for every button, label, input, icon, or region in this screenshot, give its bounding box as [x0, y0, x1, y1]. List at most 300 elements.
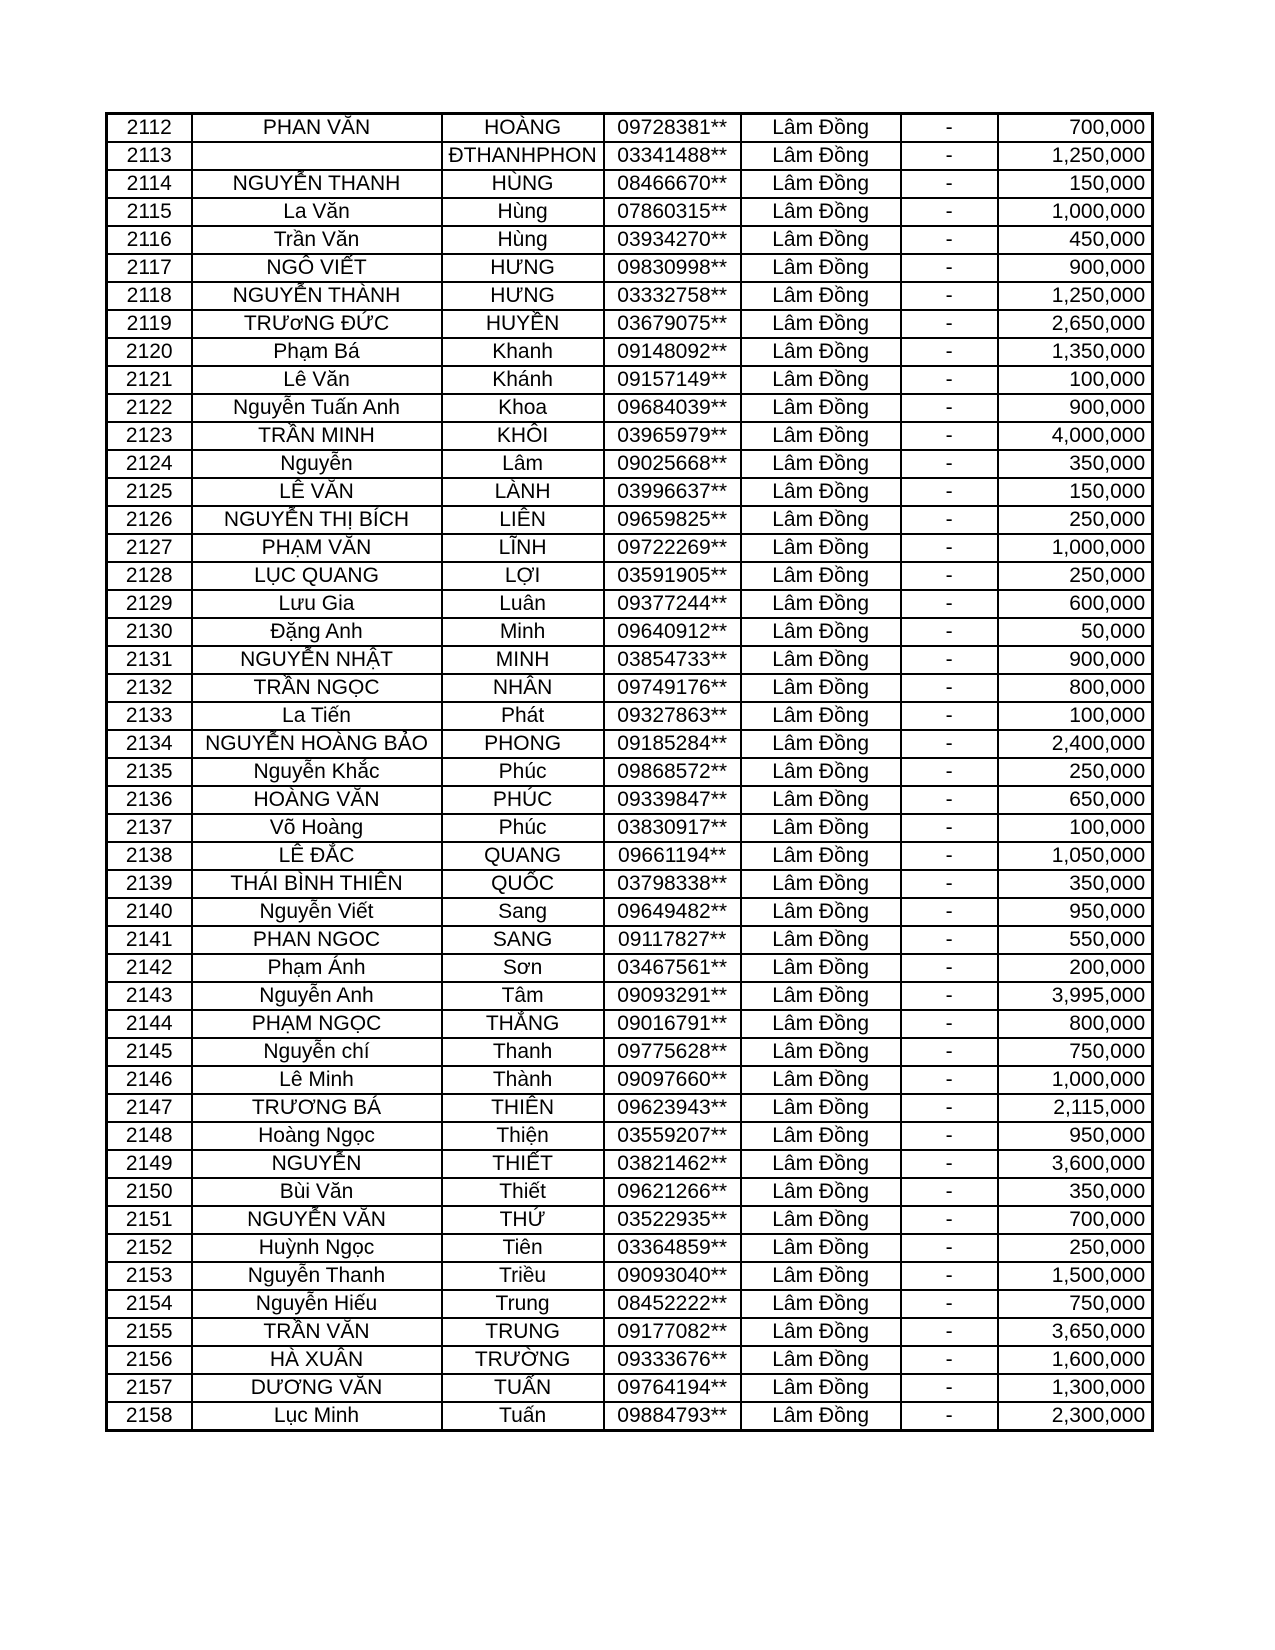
- row-number-cell: 2129: [107, 590, 192, 618]
- first-name-cell: Tuấn: [442, 1402, 604, 1431]
- amount-cell: 250,000: [998, 506, 1153, 534]
- note-dash-cell: -: [901, 730, 998, 758]
- province-cell: Lâm Đồng: [741, 1178, 901, 1206]
- first-name-cell: Trung: [442, 1290, 604, 1318]
- first-name-cell: Luân: [442, 590, 604, 618]
- table-row: [107, 1094, 1153, 1122]
- amount-cell: 1,600,000: [998, 1346, 1153, 1374]
- province-cell: Lâm Đồng: [741, 730, 901, 758]
- phone-number-cell: 09661194**: [604, 842, 741, 870]
- last-middle-name-cell: TRẦN NGỌC: [192, 674, 442, 702]
- note-dash-cell: -: [901, 1066, 998, 1094]
- first-name-cell: Khoa: [442, 394, 604, 422]
- amount-cell: 3,650,000: [998, 1318, 1153, 1346]
- table-row: [107, 674, 1153, 702]
- province-cell: Lâm Đồng: [741, 170, 901, 198]
- row-number-cell: 2141: [107, 926, 192, 954]
- last-middle-name-cell: Nguyễn Viết: [192, 898, 442, 926]
- province-cell: Lâm Đồng: [741, 1122, 901, 1150]
- amount-cell: 2,115,000: [998, 1094, 1153, 1122]
- phone-number-cell: 03965979**: [604, 422, 741, 450]
- phone-number-cell: 09177082**: [604, 1318, 741, 1346]
- last-middle-name-cell: Võ Hoàng: [192, 814, 442, 842]
- note-dash-cell: -: [901, 786, 998, 814]
- first-name-cell: Phát: [442, 702, 604, 730]
- province-cell: Lâm Đồng: [741, 1206, 901, 1234]
- note-dash-cell: -: [901, 282, 998, 310]
- last-middle-name-cell: Nguyễn Hiếu: [192, 1290, 442, 1318]
- province-cell: Lâm Đồng: [741, 926, 901, 954]
- row-number-cell: 2155: [107, 1318, 192, 1346]
- phone-number-cell: 09148092**: [604, 338, 741, 366]
- last-middle-name-cell: Phạm Bá: [192, 338, 442, 366]
- first-name-cell: Khánh: [442, 366, 604, 394]
- last-middle-name-cell: NGÔ VIẾT: [192, 254, 442, 282]
- note-dash-cell: -: [901, 674, 998, 702]
- row-number-cell: 2153: [107, 1262, 192, 1290]
- last-middle-name-cell: NGUYỄN: [192, 1150, 442, 1178]
- province-cell: Lâm Đồng: [741, 1346, 901, 1374]
- note-dash-cell: -: [901, 338, 998, 366]
- amount-cell: 250,000: [998, 1234, 1153, 1262]
- table-row: [107, 478, 1153, 506]
- row-number-cell: 2144: [107, 1010, 192, 1038]
- last-middle-name-cell: TRẦN VĂN: [192, 1318, 442, 1346]
- first-name-cell: LĨNH: [442, 534, 604, 562]
- note-dash-cell: -: [901, 142, 998, 170]
- last-middle-name-cell: Nguyễn: [192, 450, 442, 478]
- row-number-cell: 2133: [107, 702, 192, 730]
- table-row: [107, 1234, 1153, 1262]
- first-name-cell: Thành: [442, 1066, 604, 1094]
- note-dash-cell: -: [901, 254, 998, 282]
- donor-table-body: [107, 114, 1153, 1431]
- last-middle-name-cell: NGUYỄN THỊ BÍCH: [192, 506, 442, 534]
- table-row: [107, 1010, 1153, 1038]
- note-dash-cell: -: [901, 394, 998, 422]
- last-middle-name-cell: Lục Minh: [192, 1402, 442, 1431]
- province-cell: Lâm Đồng: [741, 254, 901, 282]
- table-row: [107, 870, 1153, 898]
- first-name-cell: Triều: [442, 1262, 604, 1290]
- province-cell: Lâm Đồng: [741, 1402, 901, 1431]
- table-row: [107, 1178, 1153, 1206]
- note-dash-cell: -: [901, 422, 998, 450]
- province-cell: Lâm Đồng: [741, 954, 901, 982]
- last-middle-name-cell: La Tiến: [192, 702, 442, 730]
- first-name-cell: KHÔI: [442, 422, 604, 450]
- amount-cell: 100,000: [998, 814, 1153, 842]
- table-row: [107, 926, 1153, 954]
- last-middle-name-cell: PHAN NGOC: [192, 926, 442, 954]
- last-middle-name-cell: HÀ XUÂN: [192, 1346, 442, 1374]
- first-name-cell: Sơn: [442, 954, 604, 982]
- province-cell: Lâm Đồng: [741, 842, 901, 870]
- phone-number-cell: 09333676**: [604, 1346, 741, 1374]
- amount-cell: 750,000: [998, 1038, 1153, 1066]
- table-row: [107, 422, 1153, 450]
- row-number-cell: 2139: [107, 870, 192, 898]
- last-middle-name-cell: NGUYỄN NHẬT: [192, 646, 442, 674]
- amount-cell: 1,250,000: [998, 142, 1153, 170]
- table-row: [107, 562, 1153, 590]
- province-cell: Lâm Đồng: [741, 1234, 901, 1262]
- phone-number-cell: 09722269**: [604, 534, 741, 562]
- table-row: [107, 366, 1153, 394]
- row-number-cell: 2119: [107, 310, 192, 338]
- phone-number-cell: 03332758**: [604, 282, 741, 310]
- first-name-cell: LỢI: [442, 562, 604, 590]
- note-dash-cell: -: [901, 226, 998, 254]
- province-cell: Lâm Đồng: [741, 198, 901, 226]
- table-row: [107, 450, 1153, 478]
- table-row: [107, 702, 1153, 730]
- last-middle-name-cell: Nguyễn chí: [192, 1038, 442, 1066]
- note-dash-cell: -: [901, 702, 998, 730]
- table-row: [107, 842, 1153, 870]
- province-cell: Lâm Đồng: [741, 1150, 901, 1178]
- amount-cell: 900,000: [998, 254, 1153, 282]
- province-cell: Lâm Đồng: [741, 870, 901, 898]
- note-dash-cell: -: [901, 1150, 998, 1178]
- phone-number-cell: 09621266**: [604, 1178, 741, 1206]
- phone-number-cell: 03679075**: [604, 310, 741, 338]
- table-row: [107, 226, 1153, 254]
- first-name-cell: Phúc: [442, 758, 604, 786]
- first-name-cell: Tiên: [442, 1234, 604, 1262]
- province-cell: Lâm Đồng: [741, 478, 901, 506]
- row-number-cell: 2117: [107, 254, 192, 282]
- last-middle-name-cell: NGUYỄN VĂN: [192, 1206, 442, 1234]
- amount-cell: 100,000: [998, 702, 1153, 730]
- province-cell: Lâm Đồng: [741, 1262, 901, 1290]
- row-number-cell: 2116: [107, 226, 192, 254]
- province-cell: Lâm Đồng: [741, 534, 901, 562]
- table-row: [107, 814, 1153, 842]
- province-cell: Lâm Đồng: [741, 282, 901, 310]
- last-middle-name-cell: Nguyễn Anh: [192, 982, 442, 1010]
- phone-number-cell: 09016791**: [604, 1010, 741, 1038]
- phone-number-cell: 09327863**: [604, 702, 741, 730]
- phone-number-cell: 09377244**: [604, 590, 741, 618]
- row-number-cell: 2136: [107, 786, 192, 814]
- last-middle-name-cell: THÁI BÌNH THIÊN: [192, 870, 442, 898]
- row-number-cell: 2120: [107, 338, 192, 366]
- phone-number-cell: 03364859**: [604, 1234, 741, 1262]
- phone-number-cell: 03522935**: [604, 1206, 741, 1234]
- row-number-cell: 2152: [107, 1234, 192, 1262]
- first-name-cell: PHÚC: [442, 786, 604, 814]
- first-name-cell: SANG: [442, 926, 604, 954]
- phone-number-cell: 09117827**: [604, 926, 741, 954]
- note-dash-cell: -: [901, 1262, 998, 1290]
- last-middle-name-cell: Nguyễn Tuấn Anh: [192, 394, 442, 422]
- phone-number-cell: 09764194**: [604, 1374, 741, 1402]
- first-name-cell: PHONG: [442, 730, 604, 758]
- last-middle-name-cell: [192, 142, 442, 170]
- province-cell: Lâm Đồng: [741, 226, 901, 254]
- note-dash-cell: -: [901, 114, 998, 143]
- note-dash-cell: -: [901, 534, 998, 562]
- table-row: [107, 1318, 1153, 1346]
- table-row: [107, 1262, 1153, 1290]
- amount-cell: 750,000: [998, 1290, 1153, 1318]
- row-number-cell: 2147: [107, 1094, 192, 1122]
- last-middle-name-cell: TRẦN MINH: [192, 422, 442, 450]
- first-name-cell: MINH: [442, 646, 604, 674]
- table-row: [107, 786, 1153, 814]
- amount-cell: 250,000: [998, 758, 1153, 786]
- province-cell: Lâm Đồng: [741, 814, 901, 842]
- row-number-cell: 2151: [107, 1206, 192, 1234]
- row-number-cell: 2114: [107, 170, 192, 198]
- row-number-cell: 2131: [107, 646, 192, 674]
- amount-cell: 450,000: [998, 226, 1153, 254]
- row-number-cell: 2140: [107, 898, 192, 926]
- table-row: [107, 506, 1153, 534]
- first-name-cell: QUANG: [442, 842, 604, 870]
- last-middle-name-cell: La Văn: [192, 198, 442, 226]
- province-cell: Lâm Đồng: [741, 1290, 901, 1318]
- first-name-cell: Khanh: [442, 338, 604, 366]
- first-name-cell: Phúc: [442, 814, 604, 842]
- first-name-cell: THIẾT: [442, 1150, 604, 1178]
- first-name-cell: HƯNG: [442, 254, 604, 282]
- phone-number-cell: 09097660**: [604, 1066, 741, 1094]
- amount-cell: 4,000,000: [998, 422, 1153, 450]
- phone-number-cell: 09640912**: [604, 618, 741, 646]
- note-dash-cell: -: [901, 870, 998, 898]
- row-number-cell: 2134: [107, 730, 192, 758]
- note-dash-cell: -: [901, 562, 998, 590]
- amount-cell: 950,000: [998, 898, 1153, 926]
- first-name-cell: HUYỀN: [442, 310, 604, 338]
- first-name-cell: Minh: [442, 618, 604, 646]
- table-row: [107, 1402, 1153, 1431]
- amount-cell: 1,350,000: [998, 338, 1153, 366]
- row-number-cell: 2128: [107, 562, 192, 590]
- row-number-cell: 2149: [107, 1150, 192, 1178]
- table-row: [107, 646, 1153, 674]
- note-dash-cell: -: [901, 1346, 998, 1374]
- first-name-cell: Hùng: [442, 198, 604, 226]
- amount-cell: 600,000: [998, 590, 1153, 618]
- table-row: [107, 282, 1153, 310]
- amount-cell: 1,000,000: [998, 1066, 1153, 1094]
- first-name-cell: Hùng: [442, 226, 604, 254]
- amount-cell: 700,000: [998, 1206, 1153, 1234]
- province-cell: Lâm Đồng: [741, 338, 901, 366]
- amount-cell: 800,000: [998, 674, 1153, 702]
- first-name-cell: HOÀNG: [442, 114, 604, 143]
- row-number-cell: 2113: [107, 142, 192, 170]
- amount-cell: 2,300,000: [998, 1402, 1153, 1431]
- amount-cell: 50,000: [998, 618, 1153, 646]
- row-number-cell: 2112: [107, 114, 192, 143]
- last-middle-name-cell: NGUYỄN THÀNH: [192, 282, 442, 310]
- phone-number-cell: 03591905**: [604, 562, 741, 590]
- first-name-cell: LIÊN: [442, 506, 604, 534]
- table-row: [107, 1374, 1153, 1402]
- amount-cell: 700,000: [998, 114, 1153, 143]
- first-name-cell: LÀNH: [442, 478, 604, 506]
- province-cell: Lâm Đồng: [741, 982, 901, 1010]
- phone-number-cell: 09728381**: [604, 114, 741, 143]
- table-row: [107, 1066, 1153, 1094]
- row-number-cell: 2121: [107, 366, 192, 394]
- row-number-cell: 2137: [107, 814, 192, 842]
- note-dash-cell: -: [901, 814, 998, 842]
- province-cell: Lâm Đồng: [741, 1318, 901, 1346]
- phone-number-cell: 03341488**: [604, 142, 741, 170]
- last-middle-name-cell: Hoàng Ngọc: [192, 1122, 442, 1150]
- first-name-cell: Lâm: [442, 450, 604, 478]
- phone-number-cell: 03821462**: [604, 1150, 741, 1178]
- phone-number-cell: 09749176**: [604, 674, 741, 702]
- province-cell: Lâm Đồng: [741, 366, 901, 394]
- row-number-cell: 2124: [107, 450, 192, 478]
- first-name-cell: Thiết: [442, 1178, 604, 1206]
- table-row: [107, 1150, 1153, 1178]
- last-middle-name-cell: LỤC QUANG: [192, 562, 442, 590]
- first-name-cell: TUẤN: [442, 1374, 604, 1402]
- phone-number-cell: 09775628**: [604, 1038, 741, 1066]
- note-dash-cell: -: [901, 590, 998, 618]
- row-number-cell: 2146: [107, 1066, 192, 1094]
- note-dash-cell: -: [901, 1402, 998, 1431]
- row-number-cell: 2126: [107, 506, 192, 534]
- last-middle-name-cell: Bùi Văn: [192, 1178, 442, 1206]
- table-row: [107, 534, 1153, 562]
- last-middle-name-cell: PHAN VĂN: [192, 114, 442, 143]
- row-number-cell: 2145: [107, 1038, 192, 1066]
- row-number-cell: 2154: [107, 1290, 192, 1318]
- last-middle-name-cell: Trần Văn: [192, 226, 442, 254]
- phone-number-cell: 09868572**: [604, 758, 741, 786]
- province-cell: Lâm Đồng: [741, 114, 901, 143]
- row-number-cell: 2123: [107, 422, 192, 450]
- amount-cell: 950,000: [998, 1122, 1153, 1150]
- first-name-cell: HƯNG: [442, 282, 604, 310]
- amount-cell: 350,000: [998, 1178, 1153, 1206]
- note-dash-cell: -: [901, 170, 998, 198]
- first-name-cell: NHÂN: [442, 674, 604, 702]
- table-row: [107, 254, 1153, 282]
- first-name-cell: HÙNG: [442, 170, 604, 198]
- last-middle-name-cell: TRƯƠNG BÁ: [192, 1094, 442, 1122]
- province-cell: Lâm Đồng: [741, 1066, 901, 1094]
- amount-cell: 1,500,000: [998, 1262, 1153, 1290]
- table-row: [107, 1346, 1153, 1374]
- amount-cell: 1,250,000: [998, 282, 1153, 310]
- note-dash-cell: -: [901, 954, 998, 982]
- amount-cell: 2,650,000: [998, 310, 1153, 338]
- amount-cell: 3,995,000: [998, 982, 1153, 1010]
- province-cell: Lâm Đồng: [741, 506, 901, 534]
- phone-number-cell: 09830998**: [604, 254, 741, 282]
- table-row: [107, 730, 1153, 758]
- phone-number-cell: 08466670**: [604, 170, 741, 198]
- row-number-cell: 2130: [107, 618, 192, 646]
- last-middle-name-cell: Nguyễn Thanh: [192, 1262, 442, 1290]
- row-number-cell: 2122: [107, 394, 192, 422]
- amount-cell: 1,000,000: [998, 534, 1153, 562]
- amount-cell: 1,300,000: [998, 1374, 1153, 1402]
- amount-cell: 550,000: [998, 926, 1153, 954]
- last-middle-name-cell: NGUYỄN THANH: [192, 170, 442, 198]
- row-number-cell: 2150: [107, 1178, 192, 1206]
- phone-number-cell: 09093040**: [604, 1262, 741, 1290]
- last-middle-name-cell: TRƯơNG ĐỨC: [192, 310, 442, 338]
- province-cell: Lâm Đồng: [741, 646, 901, 674]
- amount-cell: 2,400,000: [998, 730, 1153, 758]
- amount-cell: 250,000: [998, 562, 1153, 590]
- table-row: [107, 142, 1153, 170]
- phone-number-cell: 03934270**: [604, 226, 741, 254]
- first-name-cell: Tâm: [442, 982, 604, 1010]
- table-row: [107, 310, 1153, 338]
- amount-cell: 350,000: [998, 450, 1153, 478]
- table-row: [107, 114, 1153, 143]
- phone-number-cell: 03798338**: [604, 870, 741, 898]
- note-dash-cell: -: [901, 198, 998, 226]
- amount-cell: 1,000,000: [998, 198, 1153, 226]
- first-name-cell: THIÊN: [442, 1094, 604, 1122]
- table-row: [107, 590, 1153, 618]
- amount-cell: 900,000: [998, 646, 1153, 674]
- note-dash-cell: -: [901, 1234, 998, 1262]
- phone-number-cell: 09157149**: [604, 366, 741, 394]
- table-row: [107, 198, 1153, 226]
- row-number-cell: 2115: [107, 198, 192, 226]
- phone-number-cell: 09339847**: [604, 786, 741, 814]
- phone-number-cell: 08452222**: [604, 1290, 741, 1318]
- first-name-cell: Thiện: [442, 1122, 604, 1150]
- note-dash-cell: -: [901, 646, 998, 674]
- last-middle-name-cell: DƯƠNG VĂN: [192, 1374, 442, 1402]
- amount-cell: 1,050,000: [998, 842, 1153, 870]
- row-number-cell: 2156: [107, 1346, 192, 1374]
- first-name-cell: THỨ: [442, 1206, 604, 1234]
- amount-cell: 800,000: [998, 1010, 1153, 1038]
- province-cell: Lâm Đồng: [741, 142, 901, 170]
- phone-number-cell: 09659825**: [604, 506, 741, 534]
- note-dash-cell: -: [901, 618, 998, 646]
- first-name-cell: Thanh: [442, 1038, 604, 1066]
- note-dash-cell: -: [901, 898, 998, 926]
- note-dash-cell: -: [901, 1290, 998, 1318]
- note-dash-cell: -: [901, 1374, 998, 1402]
- note-dash-cell: -: [901, 310, 998, 338]
- table-row: [107, 394, 1153, 422]
- last-middle-name-cell: Lê Minh: [192, 1066, 442, 1094]
- note-dash-cell: -: [901, 1094, 998, 1122]
- table-row: [107, 982, 1153, 1010]
- table-row: [107, 338, 1153, 366]
- note-dash-cell: -: [901, 926, 998, 954]
- first-name-cell: Sang: [442, 898, 604, 926]
- note-dash-cell: -: [901, 758, 998, 786]
- table-row: [107, 1206, 1153, 1234]
- row-number-cell: 2148: [107, 1122, 192, 1150]
- note-dash-cell: -: [901, 478, 998, 506]
- province-cell: Lâm Đồng: [741, 310, 901, 338]
- last-middle-name-cell: PHẠM VĂN: [192, 534, 442, 562]
- donor-table: [105, 112, 1154, 1432]
- phone-number-cell: 09185284**: [604, 730, 741, 758]
- first-name-cell: TRƯỜNG: [442, 1346, 604, 1374]
- province-cell: Lâm Đồng: [741, 590, 901, 618]
